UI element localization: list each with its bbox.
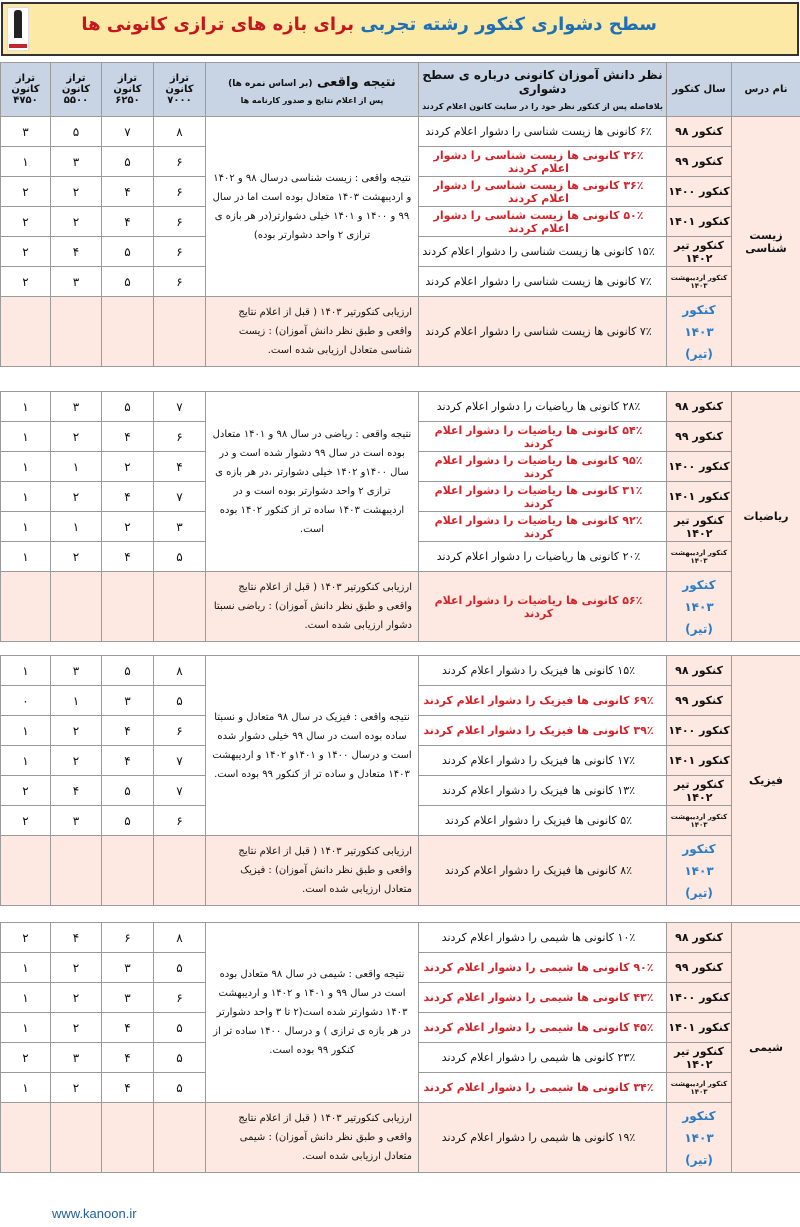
score-cell-empty — [102, 572, 154, 642]
year-label: کنکور ۱۴۰۳ — [682, 841, 716, 878]
score-cell: ۶ — [154, 237, 206, 267]
opinion-cell: ۱۵٪ کانونی ها فیزیک را دشوار اعلام کردند — [419, 656, 667, 686]
score-cell: ۶ — [154, 147, 206, 177]
score-cell: ۲ — [51, 983, 102, 1013]
year-cell: کنکور ۹۸ — [667, 923, 732, 953]
evaluation-cell: ارزیابی کنکورتیر ۱۴۰۳ ( قبل از اعلام نتایج واقعی و طبق نظر دانش آموزان) : فیزیک متعادل ارزیابی شده است. — [206, 836, 419, 906]
score-cell: ۴ — [102, 1013, 154, 1043]
opinion-cell: ۱۰٪ کانونی ها شیمی را دشوار اعلام کردند — [419, 923, 667, 953]
score-cell: ۲ — [1, 177, 51, 207]
header-result-paren: (بر اساس نمره ها) — [228, 78, 313, 89]
year-cell: کنکور اردیبهشت ۱۴۰۳ — [667, 267, 732, 297]
score-cell: ۶ — [154, 806, 206, 836]
header-taraz-7000: تراز کانون ۷۰۰۰ — [154, 63, 206, 117]
score-cell: ۵ — [154, 1073, 206, 1103]
score-cell: ۵ — [102, 806, 154, 836]
score-cell: ۱ — [51, 512, 102, 542]
score-cell: ۵ — [102, 237, 154, 267]
subject-name: زیست شناسی — [732, 117, 800, 367]
year-label: کنکور ۱۴۰۳ — [682, 302, 716, 339]
score-cell: ۳ — [102, 953, 154, 983]
opinion-cell: ۹۰٪ کانونی ها شیمی را دشوار اعلام کردند — [419, 953, 667, 983]
score-cell: ۴ — [102, 177, 154, 207]
score-cell-empty — [51, 297, 102, 367]
score-cell: ۱ — [1, 147, 51, 177]
table-row — [1, 656, 800, 686]
score-cell: ۵ — [102, 656, 154, 686]
evaluation-cell: ارزیابی کنکورتیر ۱۴۰۳ ( قبل از اعلام نتایج واقعی و طبق نظر دانش آموزان) : ریاضی نسبتا دشوار ارزیابی شده است. — [206, 572, 419, 642]
opinion-cell: ۲۰٪ کانونی ها ریاضیات را دشوار اعلام کردند — [419, 542, 667, 572]
score-cell: ۱ — [1, 482, 51, 512]
score-cell: ۱ — [1, 512, 51, 542]
score-cell: ۴ — [154, 452, 206, 482]
opinion-cell: ۳۶٪ کانونی ها زیست شناسی را دشوار اعلام کردند — [419, 147, 667, 177]
score-cell: ۶ — [154, 983, 206, 1013]
year-cell: کنکور تیر ۱۴۰۲ — [667, 237, 732, 267]
score-cell-empty — [154, 836, 206, 906]
score-cell: ۲ — [51, 482, 102, 512]
score-cell-empty — [51, 572, 102, 642]
score-cell: ۲ — [51, 1013, 102, 1043]
score-cell: ۲ — [51, 207, 102, 237]
opinion-cell: ۶۹٪ کانونی ها فیزیک را دشوار اعلام کردند — [419, 686, 667, 716]
score-cell: ۳ — [102, 686, 154, 716]
opinion-cell: ۱۳٪ کانونی ها فیزیک را دشوار اعلام کردند — [419, 776, 667, 806]
year-cell: کنکور ۹۹ — [667, 422, 732, 452]
opinion-cell: ۳۱٪ کانونی ها ریاضیات را دشوار اعلام کردند — [419, 482, 667, 512]
score-cell: ۴ — [102, 1073, 154, 1103]
score-cell: ۵ — [154, 686, 206, 716]
score-cell: ۳ — [51, 147, 102, 177]
header-result — [206, 63, 419, 117]
score-cell-empty — [102, 1103, 154, 1173]
score-cell: ۸ — [154, 656, 206, 686]
score-cell: ۵ — [102, 267, 154, 297]
logo-red-tag — [9, 44, 27, 48]
score-cell-empty — [1, 572, 51, 642]
header-taraz-5500: تراز کانون ۵۵۰۰ — [51, 63, 102, 117]
subject-name: شیمی — [732, 923, 800, 1173]
opinion-cell: ۵٪ کانونی ها فیزیک را دشوار اعلام کردند — [419, 806, 667, 836]
score-cell: ۵ — [102, 147, 154, 177]
year-cell: کنکور ۹۸ — [667, 656, 732, 686]
score-cell: ۴ — [102, 482, 154, 512]
year-cell: کنکور ۹۸ — [667, 117, 732, 147]
score-cell: ۷ — [102, 117, 154, 147]
score-cell: ۱ — [1, 392, 51, 422]
opinion-cell: ۱۵٪ کانونی ها زیست شناسی را دشوار اعلام کردند — [419, 237, 667, 267]
score-cell-empty — [1, 297, 51, 367]
score-cell: ۶ — [154, 207, 206, 237]
score-cell: ۲ — [51, 716, 102, 746]
header-year: سال کنکور — [667, 63, 732, 117]
opinion-cell: ۷٪ کانونی ها زیست شناسی را دشوار اعلام کردند — [419, 267, 667, 297]
year-cell: کنکور ۱۴۰۱ — [667, 482, 732, 512]
score-cell: ۴ — [102, 1043, 154, 1073]
page-title — [81, 14, 657, 35]
score-cell-empty — [154, 572, 206, 642]
score-cell: ۱ — [1, 1013, 51, 1043]
opinion-cell: ۴۳٪ کانونی ها شیمی را دشوار اعلام کردند — [419, 983, 667, 1013]
score-cell: ۵ — [154, 1013, 206, 1043]
score-cell: ۲ — [102, 452, 154, 482]
score-cell: ۳ — [51, 1043, 102, 1073]
score-cell: ۶ — [154, 716, 206, 746]
opinion-cell: ۲۸٪ کانونی ها ریاضیات را دشوار اعلام کردند — [419, 392, 667, 422]
score-cell: ۵ — [102, 392, 154, 422]
score-cell: ۴ — [102, 207, 154, 237]
score-cell: ۲ — [1, 923, 51, 953]
opinion-cell: ۳۹٪ کانونی ها فیزیک را دشوار اعلام کردند — [419, 716, 667, 746]
score-cell: ۲ — [1, 267, 51, 297]
header-opinion-sub: بلافاصله پس از کنکور نظر خود را در سایت کانون اعلام کردند — [422, 102, 663, 111]
header-result-title: نتیجه واقعی — [317, 74, 396, 90]
year-cell: کنکور اردیبهشت ۱۴۰۳ — [667, 542, 732, 572]
score-cell: ۴ — [51, 776, 102, 806]
score-cell: ۶ — [102, 923, 154, 953]
year-cell: کنکور ۱۴۰۰ — [667, 716, 732, 746]
opinion-cell: ۵۴٪ کانونی ها ریاضیات را دشوار اعلام کردند — [419, 422, 667, 452]
score-cell: ۳ — [51, 267, 102, 297]
score-cell: ۲ — [51, 1073, 102, 1103]
year-cell: کنکور تیر ۱۴۰۲ — [667, 776, 732, 806]
score-cell: ۸ — [154, 923, 206, 953]
score-cell: ۱ — [1, 656, 51, 686]
score-cell: ۳ — [51, 806, 102, 836]
result-cell: نتیجه واقعی : فیزیک در سال ۹۸ متعادل و نسبتا ساده بوده است در سال ۹۹ خیلی دشوار شده است و درسال ۱۴۰۰ و ۱۴۰۱و ۱۴۰۲ و اردیبهشت ۱۴۰۳ متعادل و ساده تر از کنکور ۹۹ بوده است. — [206, 656, 419, 836]
score-cell: ۲ — [102, 512, 154, 542]
opinion-cell: ۷٪ کانونی ها زیست شناسی را دشوار اعلام کردند — [419, 297, 667, 367]
score-cell: ۱ — [1, 983, 51, 1013]
subject-section — [0, 655, 800, 906]
header-opinion — [419, 63, 667, 117]
score-cell: ۴ — [102, 542, 154, 572]
year-cell: کنکور ۱۴۰۰ — [667, 452, 732, 482]
opinion-cell: ۱۹٪ کانونی ها شیمی را دشوار اعلام کردند — [419, 1103, 667, 1173]
subject-section — [0, 391, 800, 642]
score-cell: ۳ — [102, 983, 154, 1013]
opinion-cell: ۹۲٪ کانونی ها ریاضیات را دشوار اعلام کردند — [419, 512, 667, 542]
result-cell: نتیجه واقعی : ریاضی در سال ۹۸ و ۱۴۰۱ متعادل بوده است در سال ۹۹ دشوار شده است و در سال ۱۴۰۰و ۱۴۰۲ خیلی دشوارتر ،در هر بازه ی ترازی ۲ واحد دشوارتر بوده است و در اردیبهشت ۱۴۰۳ ساده تر از کنکور ۱۴۰۲ بوده است. — [206, 392, 419, 572]
score-cell: ۱ — [1, 716, 51, 746]
score-cell: ۲ — [1, 237, 51, 267]
score-cell: ۳ — [51, 392, 102, 422]
year-cell: کنکور ۹۹ — [667, 686, 732, 716]
evaluation-cell: ارزیابی کنکورتیر ۱۴۰۳ ( قبل از اعلام نتایج واقعی و طبق نظر دانش آموزان) : زیست شناسی متعادل ارزیابی شده است. — [206, 297, 419, 367]
score-cell: ۱ — [1, 1073, 51, 1103]
table-row — [1, 1103, 800, 1173]
graduate-figure-icon — [14, 10, 22, 38]
score-cell: ۷ — [154, 482, 206, 512]
header-taraz-4750: تراز کانون ۴۷۵۰ — [1, 63, 51, 117]
year-cell — [667, 572, 732, 642]
table-row — [1, 836, 800, 906]
score-cell-empty — [51, 836, 102, 906]
year-cell: کنکور تیر ۱۴۰۲ — [667, 512, 732, 542]
table-row — [1, 392, 800, 422]
score-cell: ۵ — [51, 117, 102, 147]
year-month: (تیر) — [685, 1152, 713, 1167]
year-cell: کنکور اردیبهشت ۱۴۰۳ — [667, 806, 732, 836]
year-cell — [667, 836, 732, 906]
kanoon-logo — [7, 7, 29, 51]
year-cell — [667, 1103, 732, 1173]
title-banner — [1, 2, 799, 56]
year-cell: کنکور ۹۸ — [667, 392, 732, 422]
score-cell: ۱ — [1, 452, 51, 482]
opinion-cell: ۳۶٪ کانونی ها زیست شناسی را دشوار اعلام کردند — [419, 177, 667, 207]
subject-section — [0, 922, 800, 1173]
score-cell: ۴ — [102, 716, 154, 746]
year-cell: کنکور تیر ۱۴۰۲ — [667, 1043, 732, 1073]
score-cell: ۲ — [51, 177, 102, 207]
opinion-cell: ۸٪ کانونی ها فیزیک را دشوار اعلام کردند — [419, 836, 667, 906]
year-cell: کنکور ۹۹ — [667, 953, 732, 983]
score-cell: ۷ — [154, 392, 206, 422]
table-row — [1, 117, 800, 147]
score-cell: ۱ — [1, 746, 51, 776]
score-cell-empty — [1, 836, 51, 906]
year-cell: کنکور ۱۴۰۱ — [667, 1013, 732, 1043]
result-cell: نتیجه واقعی : زیست شناسی درسال ۹۸ و ۱۴۰۲ و اردیبهشت ۱۴۰۳ متعادل بوده است اما در سال ۹۹ و ۱۴۰۰ و ۱۴۰۱ خیلی دشوارتر(در هر بازه ی ترازی ۲ واحد دشوارتر بوده) — [206, 117, 419, 297]
score-cell: ۱ — [1, 542, 51, 572]
year-month: (تیر) — [685, 885, 713, 900]
score-cell: ۱ — [51, 452, 102, 482]
header-taraz-6250: تراز کانون ۶۲۵۰ — [102, 63, 154, 117]
table-header — [0, 62, 800, 117]
score-cell-empty — [1, 1103, 51, 1173]
year-cell: کنکور ۱۴۰۱ — [667, 746, 732, 776]
score-cell: ۳ — [1, 117, 51, 147]
opinion-cell: ۳۴٪ کانونی ها شیمی را دشوار اعلام کردند — [419, 1073, 667, 1103]
year-month: (تیر) — [685, 621, 713, 636]
result-cell: نتیجه واقعی : شیمی در سال ۹۸ متعادل بوده است در سال ۹۹ و ۱۴۰۱ و ۱۴۰۲ و اردیبهشت ۱۴۰۳ دشوارتر شده است(۲ تا ۳ واحد دشوارتر در هر بازه ی ترازی ) و درسال ۱۴۰۰ ساده تر از کنکور ۹۹ بوده است. — [206, 923, 419, 1103]
score-cell: ۱ — [1, 422, 51, 452]
opinion-cell: ۲۳٪ کانونی ها شیمی را دشوار اعلام کردند — [419, 1043, 667, 1073]
score-cell: ۱ — [51, 686, 102, 716]
footer-url[interactable]: www.kanoon.ir — [52, 1206, 137, 1221]
year-cell: کنکور اردیبهشت ۱۴۰۳ — [667, 1073, 732, 1103]
evaluation-cell: ارزیابی کنکورتیر ۱۴۰۳ ( قبل از اعلام نتایج واقعی و طبق نظر دانش آموزان) : شیمی متعادل ارزیابی شده است. — [206, 1103, 419, 1173]
score-cell-empty — [51, 1103, 102, 1173]
score-cell: ۲ — [51, 422, 102, 452]
subject-name: ریاضیات — [732, 392, 800, 642]
score-cell: ۳ — [51, 656, 102, 686]
score-cell: ۵ — [154, 953, 206, 983]
score-cell: ۳ — [154, 512, 206, 542]
opinion-cell: ۵۰٪ کانونی ها زیست شناسی را دشوار اعلام کردند — [419, 207, 667, 237]
subject-section — [0, 116, 800, 367]
score-cell: ۴ — [51, 237, 102, 267]
score-cell-empty — [102, 836, 154, 906]
year-cell: کنکور ۱۴۰۰ — [667, 983, 732, 1013]
year-month: (تیر) — [685, 346, 713, 361]
header-opinion-title: نظر دانش آموزان کانونی درباره ی سطح دشواری — [422, 68, 663, 96]
year-cell: کنکور ۱۴۰۱ — [667, 207, 732, 237]
table-row — [1, 923, 800, 953]
score-cell: ۵ — [154, 542, 206, 572]
score-cell: ۱ — [1, 953, 51, 983]
score-cell-empty — [154, 297, 206, 367]
score-cell: ۶ — [154, 177, 206, 207]
score-cell: ۲ — [1, 776, 51, 806]
opinion-cell: ۵۶٪ کانونی ها ریاضیات را دشوار اعلام کردند — [419, 572, 667, 642]
year-label: کنکور ۱۴۰۳ — [682, 577, 716, 614]
score-cell: ۴ — [51, 923, 102, 953]
score-cell-empty — [102, 297, 154, 367]
score-cell: ۲ — [51, 953, 102, 983]
score-cell: ۷ — [154, 776, 206, 806]
year-label: کنکور ۱۴۰۳ — [682, 1108, 716, 1145]
score-cell: ۶ — [154, 422, 206, 452]
score-cell: ۲ — [51, 746, 102, 776]
score-cell: ۴ — [102, 422, 154, 452]
opinion-cell: ۱۷٪ کانونی ها فیزیک را دشوار اعلام کردند — [419, 746, 667, 776]
opinion-cell: ۹۵٪ کانونی ها ریاضیات را دشوار اعلام کردند — [419, 452, 667, 482]
header-subject: نام درس — [732, 63, 800, 117]
score-cell: ۲ — [51, 542, 102, 572]
score-cell: ۸ — [154, 117, 206, 147]
score-cell: ۲ — [1, 806, 51, 836]
subject-name: فیزیک — [732, 656, 800, 906]
opinion-cell: ۴۵٪ کانونی ها شیمی را دشوار اعلام کردند — [419, 1013, 667, 1043]
opinion-cell: ۶٪ کانونی ها زیست شناسی را دشوار اعلام کردند — [419, 117, 667, 147]
score-cell: ۰ — [1, 686, 51, 716]
title-part-2: برای بازه های ترازی کانونی ها — [81, 14, 355, 35]
score-cell: ۲ — [1, 1043, 51, 1073]
score-cell: ۷ — [154, 746, 206, 776]
score-cell-empty — [154, 1103, 206, 1173]
year-cell: کنکور ۱۴۰۰ — [667, 177, 732, 207]
year-cell: کنکور ۹۹ — [667, 147, 732, 177]
score-cell: ۵ — [154, 1043, 206, 1073]
score-cell: ۲ — [1, 207, 51, 237]
year-cell — [667, 297, 732, 367]
score-cell: ۶ — [154, 267, 206, 297]
score-cell: ۵ — [102, 776, 154, 806]
table-row — [1, 297, 800, 367]
score-cell: ۴ — [102, 746, 154, 776]
title-part-1: سطح دشواری کنکور رشته تجربی — [360, 14, 657, 35]
header-result-sub: پس از اعلام نتایج و صدور کارنامه ها — [240, 95, 384, 105]
table-row — [1, 572, 800, 642]
